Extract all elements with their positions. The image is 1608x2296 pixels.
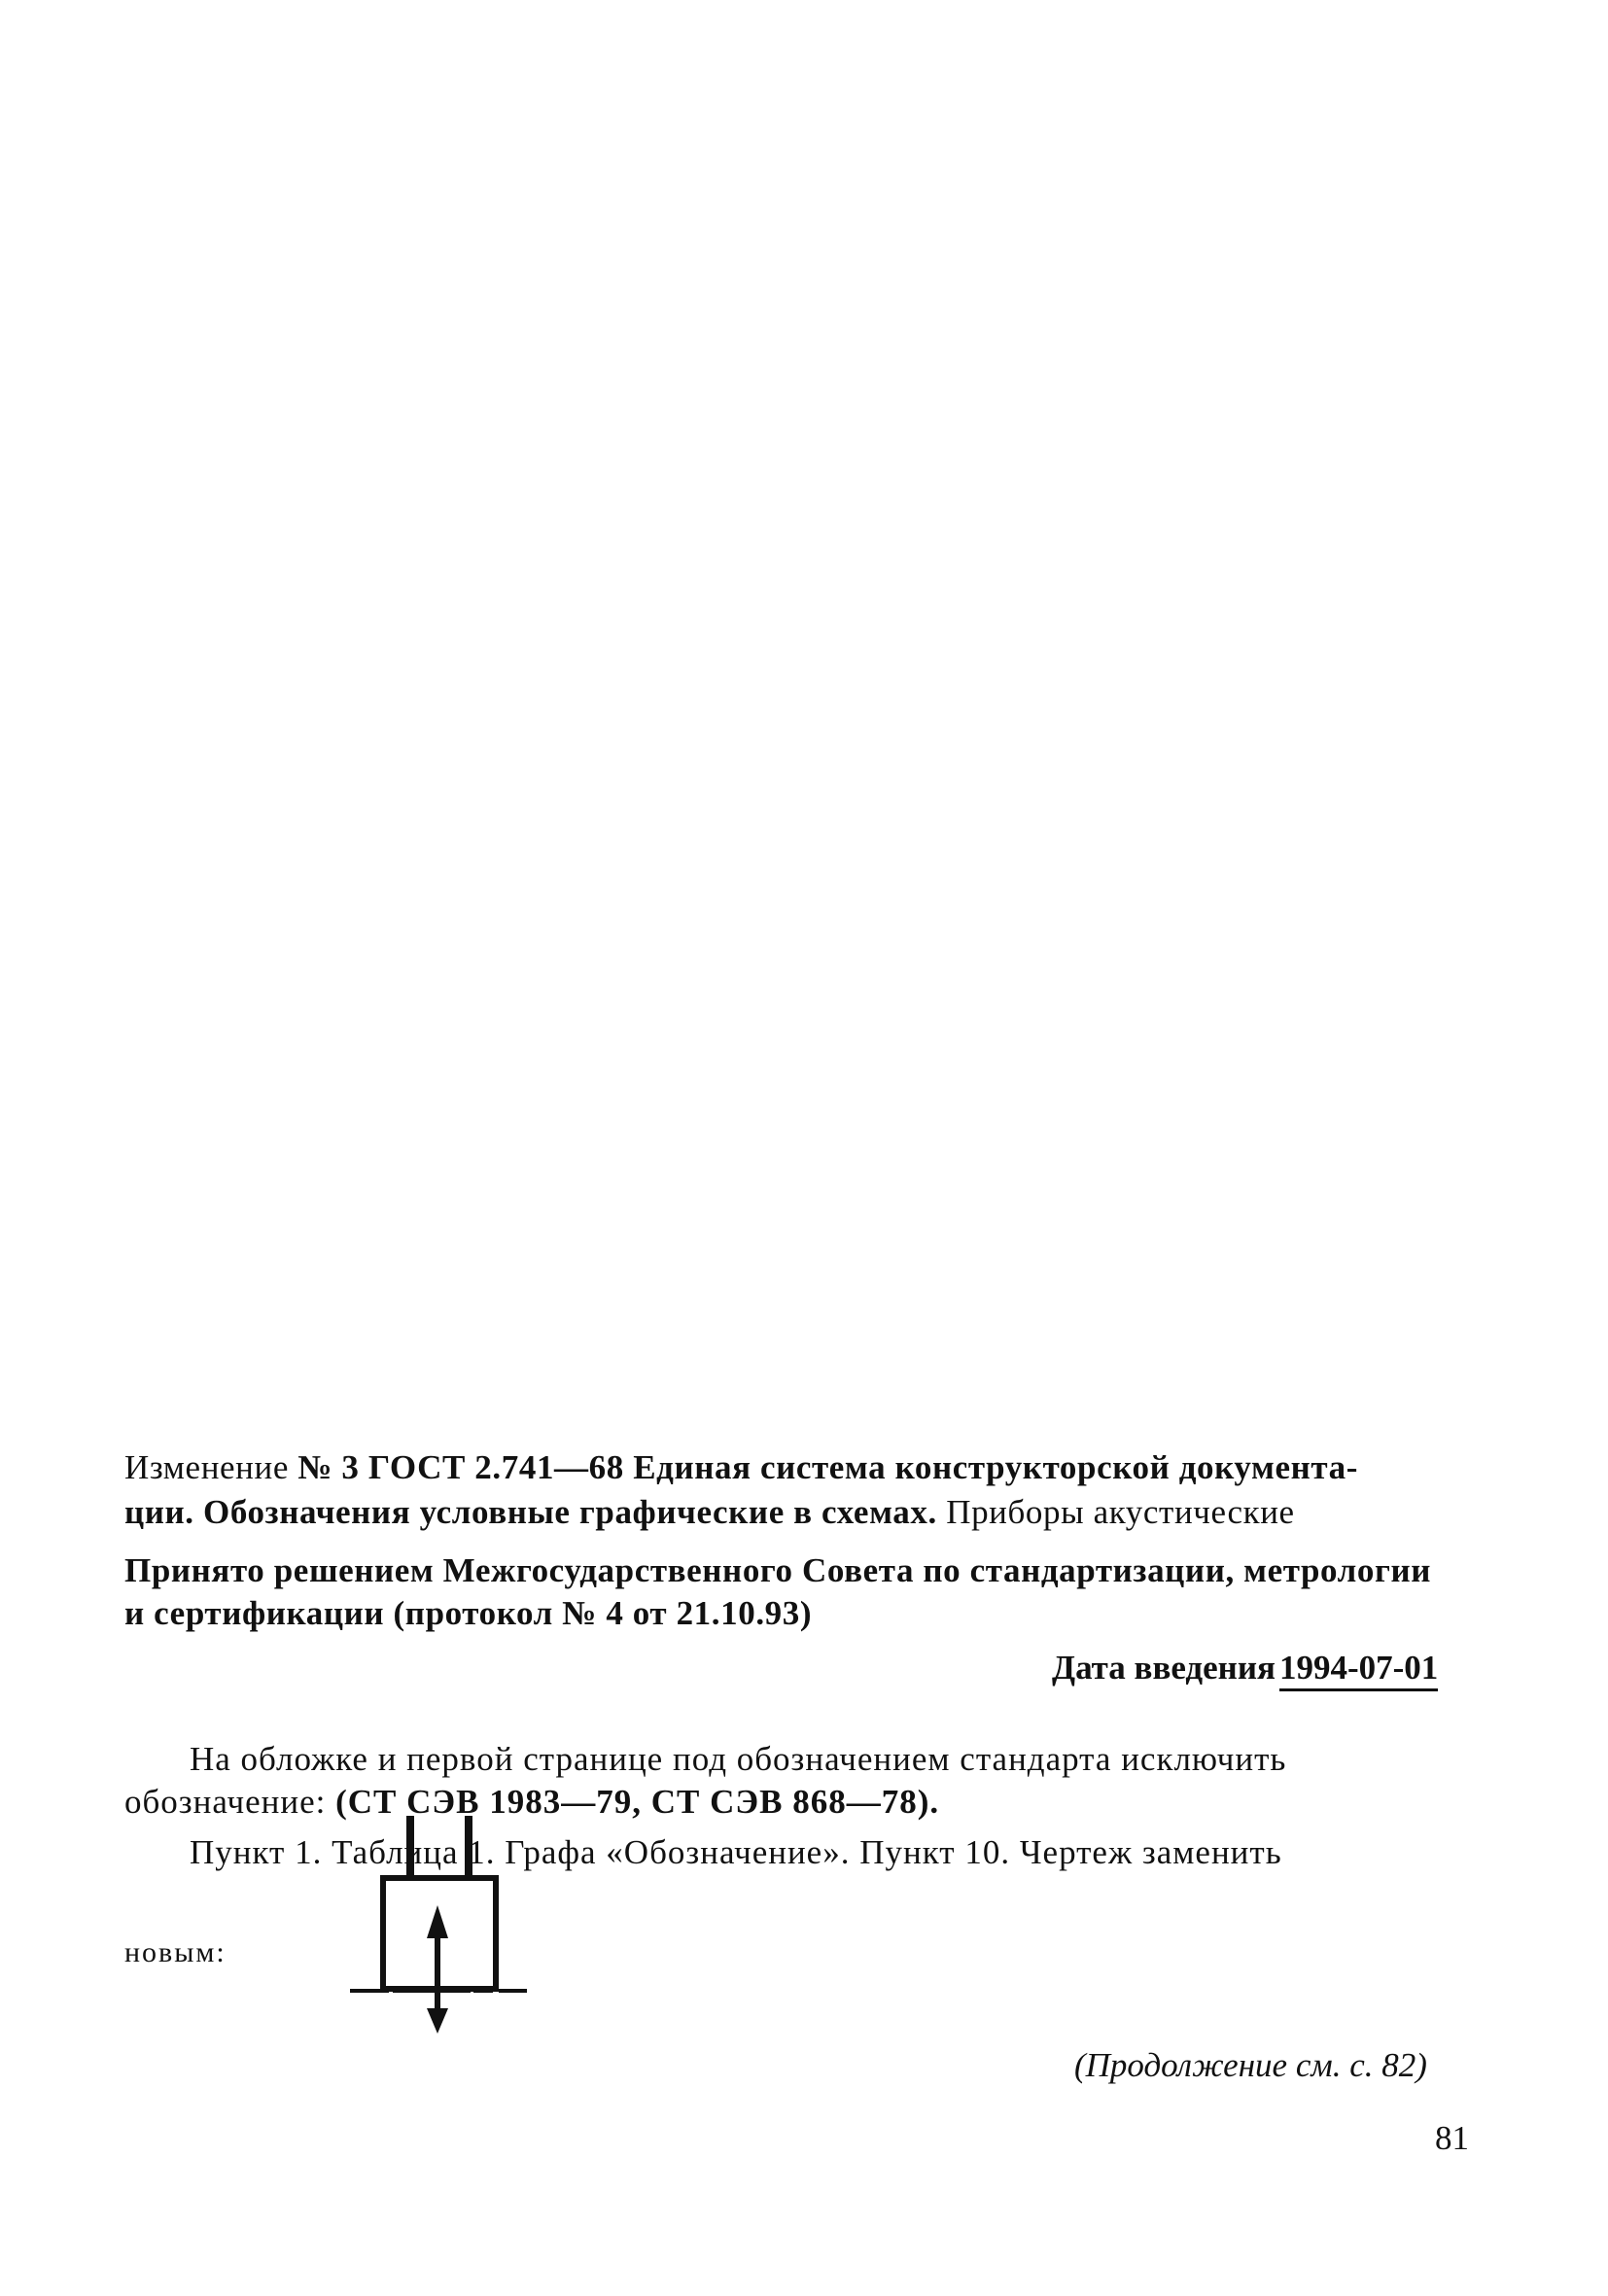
- change-title-line1: [124, 1448, 1358, 1487]
- excluded-designations: (СТ СЭВ 1983—79, СТ СЭВ 868—78).: [335, 1783, 940, 1821]
- arrow-head-up: [427, 1905, 448, 1938]
- paragraph-2-line2: новым:: [124, 1936, 227, 1968]
- paragraph-1-line1: На обложке и первой странице под обозначением стандарта исключить: [190, 1740, 1287, 1778]
- change-subtitle: ции. Обозначения условные графические в схемах.: [124, 1493, 937, 1531]
- page-number: 81: [1435, 2119, 1469, 2157]
- change-subtitle-tail: Приборы акустические: [946, 1493, 1295, 1531]
- change-word: Изменение: [124, 1448, 289, 1486]
- adopted-line1: Принято решением Межгосударственного Совета по стандартизации, метрологии: [124, 1551, 1432, 1589]
- paragraph-2-line1: Пункт 1. Таблица 1. Графа «Обозначение». Пункт 10. Чертеж заменить: [190, 1833, 1282, 1871]
- change-gost-title: № 3 ГОСТ 2.741—68 Единая система конструкторской документа-: [297, 1448, 1358, 1486]
- continuation-note: (Продолжение см. с. 82): [1074, 2046, 1427, 2084]
- acoustic-device-symbol: [340, 1808, 535, 2041]
- intro-date-value: 1994-07-01: [1279, 1649, 1438, 1691]
- change-title-line2: [124, 1493, 1295, 1532]
- intro-date: [1052, 1649, 1438, 1687]
- intro-date-label: Дата введения: [1052, 1649, 1276, 1687]
- designation-word: обозначение:: [124, 1783, 327, 1821]
- adopted-line2: и сертификации (протокол № 4 от 21.10.93): [124, 1594, 813, 1632]
- arrow-head-down: [427, 2008, 448, 2034]
